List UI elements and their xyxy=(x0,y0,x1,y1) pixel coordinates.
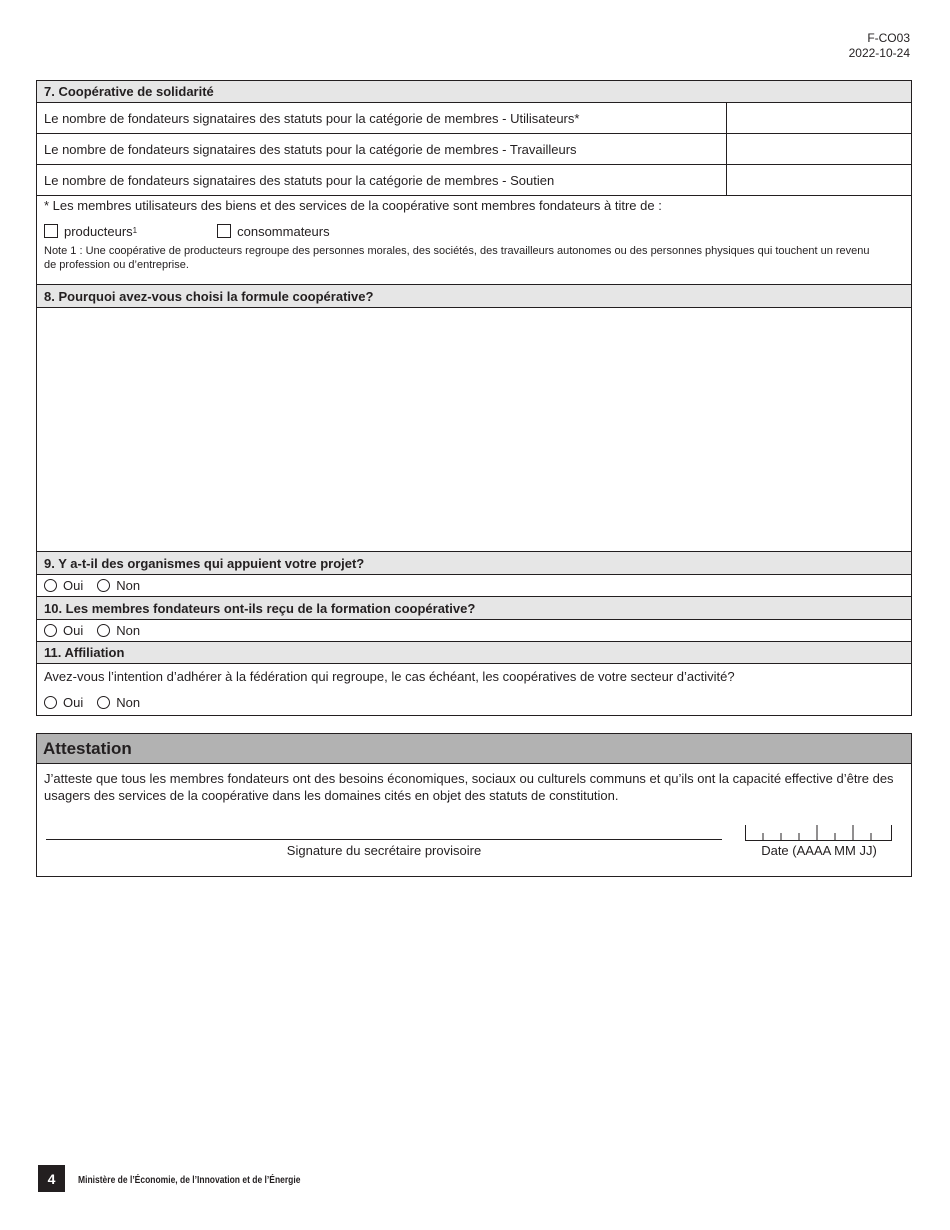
attestation-text: J’atteste que tous les membres fondateurs ont des besoins économiques, sociaux ou culturels communs et qu’ils ont la capacité effective d’être des usagers des services de la coopérative dans les domaines cités en objet des statuts de constitution. xyxy=(44,771,894,803)
producteurs-label: producteurs xyxy=(64,223,133,239)
date-label: Date (AAAA MM JJ) xyxy=(761,843,877,858)
oui-radio[interactable] xyxy=(44,624,57,637)
row-label: Le nombre de fondateurs signataires des statuts pour la catégorie de membres - Utilisateurs* xyxy=(37,103,727,133)
oui-label: Oui xyxy=(63,694,84,710)
consommateurs-label: consommateurs xyxy=(237,223,330,239)
section11-question: Avez-vous l’intention d’adhérer à la fédération qui regroupe, le cas échéant, les coopératives de votre secteur d’activité? xyxy=(44,669,735,684)
non-label: Non xyxy=(116,694,141,710)
section7-row-soutien xyxy=(37,165,911,196)
page-number: 4 xyxy=(38,1165,65,1192)
consommateurs-option[interactable] xyxy=(217,224,329,239)
note1: Note 1 : Une coopérative de producteurs regroupe des personnes morales, des sociétés, des travailleurs autonomes ou des personnes physiques qui touchent un revenu de profession ou d’entreprise. xyxy=(44,245,870,271)
oui-label: Oui xyxy=(63,578,84,593)
section8-answer-area[interactable] xyxy=(37,308,911,552)
non-label: Non xyxy=(116,623,141,638)
attestation-title: Attestation xyxy=(37,734,911,764)
form-code: F-CO03 xyxy=(867,31,910,45)
producteurs-option[interactable]: producteurs 1 xyxy=(44,224,137,239)
signature-line[interactable] xyxy=(46,839,722,840)
form-date: 2022-10-24 xyxy=(848,46,910,60)
section7-title: 7. Coopérative de solidarité xyxy=(37,81,911,103)
section9-oui-option[interactable] xyxy=(44,578,83,593)
section11-oui-option[interactable] xyxy=(44,695,83,710)
section7-membership-block xyxy=(37,196,911,285)
section7-row-travailleurs xyxy=(37,134,911,165)
oui-radio[interactable] xyxy=(44,696,57,709)
section11-non-option[interactable] xyxy=(97,695,140,710)
consommateurs-checkbox[interactable] xyxy=(217,224,231,238)
form-sections-box xyxy=(36,80,912,716)
non-radio[interactable] xyxy=(97,624,110,637)
row-label: Le nombre de fondateurs signataires des statuts pour la catégorie de membres - Travailleurs xyxy=(37,134,727,164)
section10-oui-option[interactable] xyxy=(44,623,83,638)
soutien-count-field[interactable] xyxy=(727,165,911,195)
non-label: Non xyxy=(116,578,141,593)
producteurs-checkbox[interactable] xyxy=(44,224,58,238)
section9-options xyxy=(37,575,911,597)
date-field[interactable] xyxy=(745,825,893,841)
non-radio[interactable] xyxy=(97,696,110,709)
row-label: Le nombre de fondateurs signataires des statuts pour la catégorie de membres - Soutien xyxy=(37,165,727,195)
section9-title: 9. Y a-t-il des organismes qui appuient votre projet? xyxy=(37,552,911,575)
section7-row-utilisateurs xyxy=(37,103,911,134)
section8-title: 8. Pourquoi avez-vous choisi la formule coopérative? xyxy=(37,285,911,308)
travailleurs-count-field[interactable] xyxy=(727,134,911,164)
form-code-block xyxy=(849,31,910,61)
section10-options xyxy=(37,620,911,642)
ministry-name: Ministère de l’Économie, de l’Innovation et de l’Énergie xyxy=(78,1175,301,1186)
section10-title: 10. Les membres fondateurs ont-ils reçu de la formation coopérative? xyxy=(37,597,911,620)
attestation-box xyxy=(36,733,912,877)
membership-options xyxy=(37,218,911,244)
section10-non-option[interactable] xyxy=(97,623,140,638)
section9-non-option[interactable] xyxy=(97,578,140,593)
oui-label: Oui xyxy=(63,623,84,638)
oui-radio[interactable] xyxy=(44,579,57,592)
utilisateurs-count-field[interactable] xyxy=(727,103,911,133)
section11-options xyxy=(37,689,911,715)
non-radio[interactable] xyxy=(97,579,110,592)
asterisk-note: * Les membres utilisateurs des biens et des services de la coopérative sont membres fondateurs à titre de : xyxy=(44,198,662,213)
signature-label: Signature du secrétaire provisoire xyxy=(286,843,482,858)
section11-title: 11. Affiliation xyxy=(37,642,911,664)
